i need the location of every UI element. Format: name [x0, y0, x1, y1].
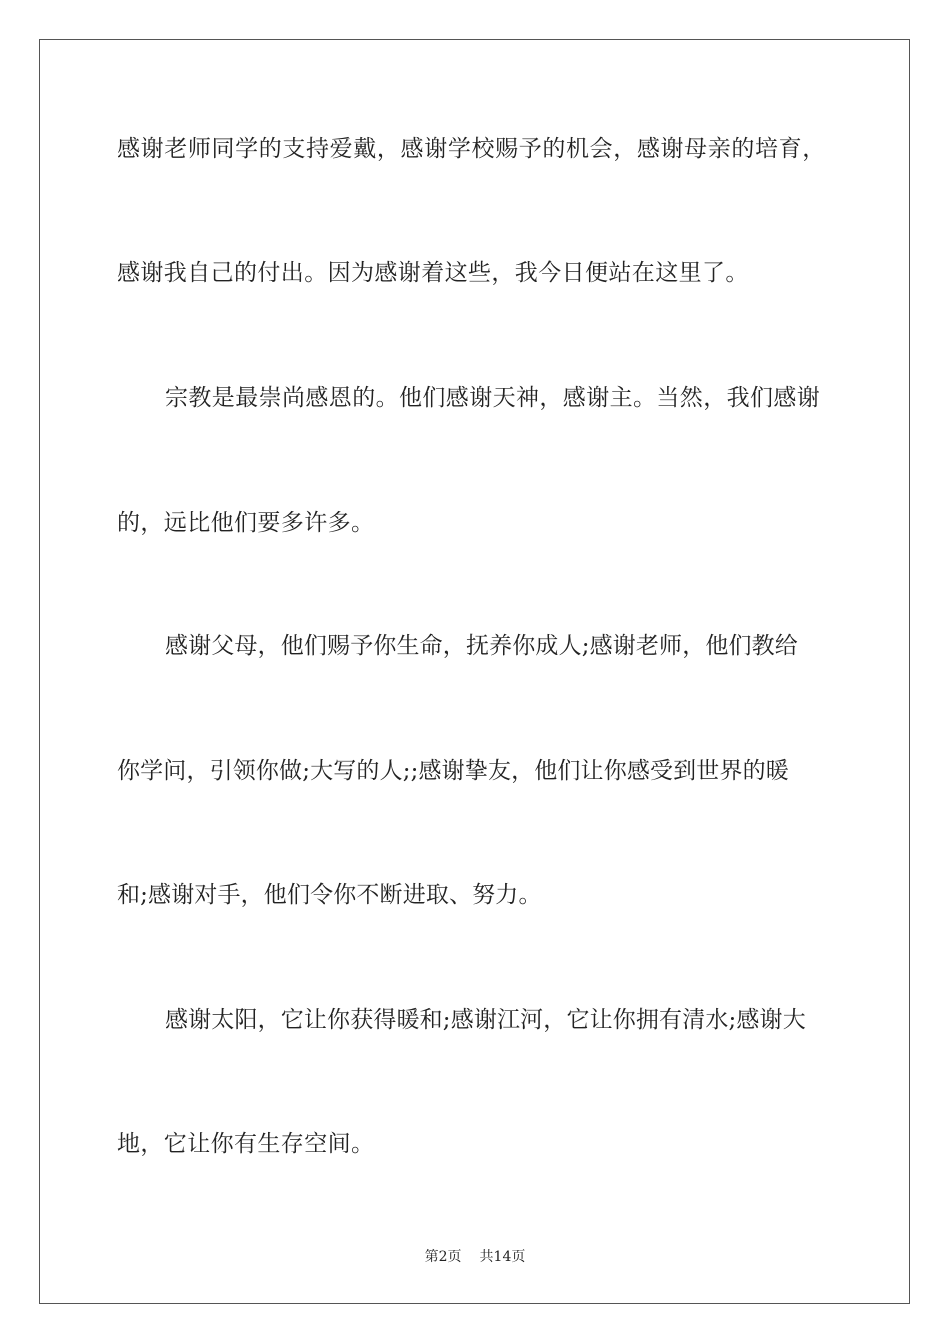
- paragraph-line: 你学问，引领你做;大写的人;;感谢挚友，他们让你感受到世界的暖: [117, 758, 789, 784]
- paragraph-line: 感谢太阳，它让你获得暖和;感谢江河，它让你拥有清水;感谢大: [165, 1007, 806, 1033]
- paragraph-line: 感谢我自己的付出。因为感谢着这些，我今日便站在这里了。: [117, 260, 749, 286]
- paragraph-line: 和;感谢对手，他们令你不断进取、努力。: [117, 882, 542, 908]
- page-border: [39, 39, 910, 1304]
- paragraph-line: 感谢老师同学的支持爱戴，感谢学校赐予的机会，感谢母亲的培育，: [117, 136, 826, 162]
- paragraph-line: 宗教是最崇尚感恩的。他们感谢天神，感谢主。当然，我们感谢: [165, 385, 821, 411]
- paragraph-line: 地，它让你有生存空间。: [117, 1131, 375, 1157]
- page-number: 第2页: [424, 1249, 462, 1265]
- paragraph-line: 感谢父母，他们赐予你生命，抚养你成人;感谢老师，他们教给: [165, 633, 798, 659]
- page-footer: [0, 1246, 950, 1266]
- page-total: 共14页: [479, 1249, 526, 1265]
- paragraph-line: 的，远比他们要多许多。: [117, 510, 375, 536]
